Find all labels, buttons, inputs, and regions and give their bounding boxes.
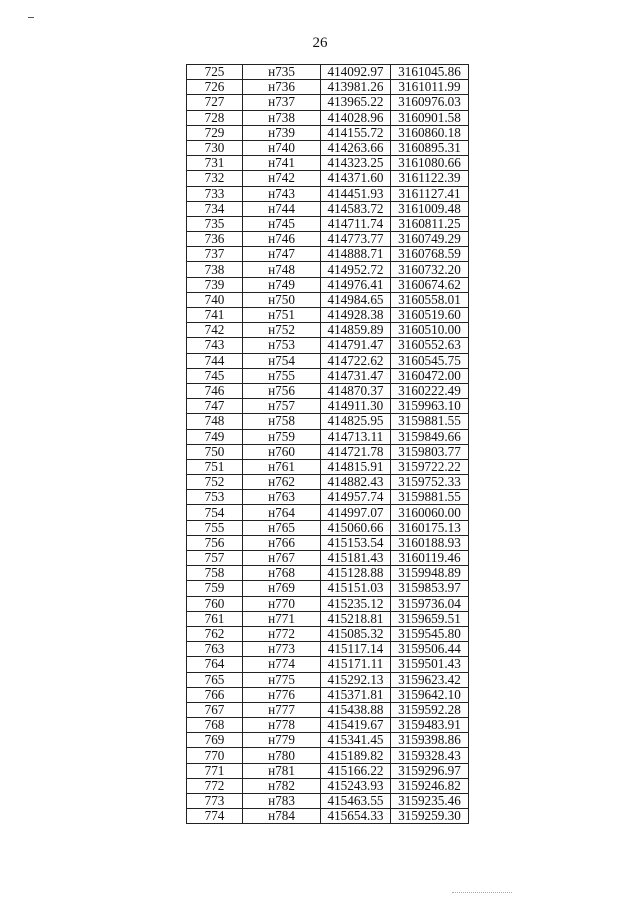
x-coordinate-cell: 414911.30 [321, 399, 391, 414]
row-number-cell: 772 [187, 778, 243, 793]
margin-dash-mark [28, 17, 34, 18]
point-id-cell: н748 [243, 262, 321, 277]
y-coordinate-cell: 3160860.18 [391, 125, 469, 140]
x-coordinate-cell: 415151.03 [321, 581, 391, 596]
table-row [187, 110, 469, 125]
x-coordinate-cell: 414371.60 [321, 171, 391, 186]
x-coordinate-cell: 414713.11 [321, 429, 391, 444]
y-coordinate-cell: 3159853.97 [391, 581, 469, 596]
x-coordinate-cell: 414825.95 [321, 414, 391, 429]
x-coordinate-cell: 414583.72 [321, 201, 391, 216]
table-row [187, 642, 469, 657]
table-row [187, 596, 469, 611]
table-row [187, 657, 469, 672]
y-coordinate-cell: 3160519.60 [391, 308, 469, 323]
x-coordinate-cell: 415189.82 [321, 748, 391, 763]
point-id-cell: н754 [243, 353, 321, 368]
row-number-cell: 770 [187, 748, 243, 763]
y-coordinate-cell: 3159483.91 [391, 718, 469, 733]
point-id-cell: н742 [243, 171, 321, 186]
coordinates-table-body [187, 65, 469, 824]
x-coordinate-cell: 414882.43 [321, 475, 391, 490]
point-id-cell: н746 [243, 232, 321, 247]
y-coordinate-cell: 3159736.04 [391, 596, 469, 611]
y-coordinate-cell: 3160545.75 [391, 353, 469, 368]
y-coordinate-cell: 3159545.80 [391, 626, 469, 641]
row-number-cell: 755 [187, 520, 243, 535]
x-coordinate-cell: 415085.32 [321, 626, 391, 641]
x-coordinate-cell: 415117.14 [321, 642, 391, 657]
table-row [187, 308, 469, 323]
point-id-cell: н762 [243, 475, 321, 490]
row-number-cell: 739 [187, 277, 243, 292]
table-row [187, 611, 469, 626]
y-coordinate-cell: 3160901.58 [391, 110, 469, 125]
point-id-cell: н755 [243, 368, 321, 383]
x-coordinate-cell: 414870.37 [321, 383, 391, 398]
table-row [187, 475, 469, 490]
y-coordinate-cell: 3159803.77 [391, 444, 469, 459]
table-row [187, 65, 469, 80]
row-number-cell: 774 [187, 809, 243, 824]
table-row [187, 505, 469, 520]
table-row [187, 323, 469, 338]
point-id-cell: н752 [243, 323, 321, 338]
x-coordinate-cell: 414711.74 [321, 216, 391, 231]
table-row [187, 459, 469, 474]
row-number-cell: 750 [187, 444, 243, 459]
x-coordinate-cell: 414263.66 [321, 140, 391, 155]
table-row [187, 626, 469, 641]
point-id-cell: н782 [243, 778, 321, 793]
x-coordinate-cell: 414791.47 [321, 338, 391, 353]
y-coordinate-cell: 3159623.42 [391, 672, 469, 687]
y-coordinate-cell: 3159501.43 [391, 657, 469, 672]
y-coordinate-cell: 3159849.66 [391, 429, 469, 444]
y-coordinate-cell: 3161122.39 [391, 171, 469, 186]
row-number-cell: 735 [187, 216, 243, 231]
table-row [187, 171, 469, 186]
y-coordinate-cell: 3159296.97 [391, 763, 469, 778]
table-row [187, 733, 469, 748]
table-row [187, 490, 469, 505]
y-coordinate-cell: 3160732.20 [391, 262, 469, 277]
row-number-cell: 730 [187, 140, 243, 155]
point-id-cell: н744 [243, 201, 321, 216]
x-coordinate-cell: 414028.96 [321, 110, 391, 125]
point-id-cell: н773 [243, 642, 321, 657]
x-coordinate-cell: 414722.62 [321, 353, 391, 368]
x-coordinate-cell: 414984.65 [321, 292, 391, 307]
point-id-cell: н743 [243, 186, 321, 201]
table-row [187, 672, 469, 687]
x-coordinate-cell: 415654.33 [321, 809, 391, 824]
point-id-cell: н740 [243, 140, 321, 155]
x-coordinate-cell: 414721.78 [321, 444, 391, 459]
x-coordinate-cell: 414928.38 [321, 308, 391, 323]
row-number-cell: 769 [187, 733, 243, 748]
x-coordinate-cell: 415419.67 [321, 718, 391, 733]
y-coordinate-cell: 3160188.93 [391, 535, 469, 550]
x-coordinate-cell: 414155.72 [321, 125, 391, 140]
x-coordinate-cell: 414731.47 [321, 368, 391, 383]
table-row [187, 95, 469, 110]
row-number-cell: 756 [187, 535, 243, 550]
x-coordinate-cell: 414451.93 [321, 186, 391, 201]
y-coordinate-cell: 3159592.28 [391, 702, 469, 717]
table-row [187, 247, 469, 262]
table-row [187, 80, 469, 95]
page-number: 26 [312, 35, 328, 51]
point-id-cell: н771 [243, 611, 321, 626]
row-number-cell: 760 [187, 596, 243, 611]
x-coordinate-cell: 414888.71 [321, 247, 391, 262]
row-number-cell: 733 [187, 186, 243, 201]
x-coordinate-cell: 414773.77 [321, 232, 391, 247]
row-number-cell: 766 [187, 687, 243, 702]
scan-artifact-dots [452, 892, 512, 894]
y-coordinate-cell: 3160222.49 [391, 383, 469, 398]
x-coordinate-cell: 415341.45 [321, 733, 391, 748]
y-coordinate-cell: 3159881.55 [391, 414, 469, 429]
x-coordinate-cell: 413981.26 [321, 80, 391, 95]
y-coordinate-cell: 3160119.46 [391, 551, 469, 566]
table-row [187, 353, 469, 368]
y-coordinate-cell: 3161011.99 [391, 80, 469, 95]
table-row [187, 520, 469, 535]
table-row [187, 687, 469, 702]
point-id-cell: н775 [243, 672, 321, 687]
x-coordinate-cell: 415153.54 [321, 535, 391, 550]
row-number-cell: 725 [187, 65, 243, 80]
row-number-cell: 745 [187, 368, 243, 383]
table-row [187, 414, 469, 429]
row-number-cell: 748 [187, 414, 243, 429]
table-row [187, 201, 469, 216]
table-row [187, 125, 469, 140]
table-row [187, 551, 469, 566]
y-coordinate-cell: 3160558.01 [391, 292, 469, 307]
table-row [187, 429, 469, 444]
point-id-cell: н738 [243, 110, 321, 125]
x-coordinate-cell: 413965.22 [321, 95, 391, 110]
table-row [187, 277, 469, 292]
y-coordinate-cell: 3159328.43 [391, 748, 469, 763]
row-number-cell: 732 [187, 171, 243, 186]
x-coordinate-cell: 414323.25 [321, 156, 391, 171]
y-coordinate-cell: 3159246.82 [391, 778, 469, 793]
y-coordinate-cell: 3159881.55 [391, 490, 469, 505]
point-id-cell: н757 [243, 399, 321, 414]
point-id-cell: н781 [243, 763, 321, 778]
x-coordinate-cell: 414952.72 [321, 262, 391, 277]
table-row [187, 140, 469, 155]
row-number-cell: 744 [187, 353, 243, 368]
table-row [187, 156, 469, 171]
y-coordinate-cell: 3160811.25 [391, 216, 469, 231]
point-id-cell: н753 [243, 338, 321, 353]
point-id-cell: н780 [243, 748, 321, 763]
table-row [187, 763, 469, 778]
x-coordinate-cell: 415060.66 [321, 520, 391, 535]
y-coordinate-cell: 3159506.44 [391, 642, 469, 657]
table-row [187, 262, 469, 277]
y-coordinate-cell: 3160768.59 [391, 247, 469, 262]
y-coordinate-cell: 3160060.00 [391, 505, 469, 520]
point-id-cell: н768 [243, 566, 321, 581]
row-number-cell: 747 [187, 399, 243, 414]
table-row [187, 383, 469, 398]
table-row [187, 216, 469, 231]
y-coordinate-cell: 3160895.31 [391, 140, 469, 155]
row-number-cell: 738 [187, 262, 243, 277]
x-coordinate-cell: 415463.55 [321, 794, 391, 809]
y-coordinate-cell: 3159259.30 [391, 809, 469, 824]
table-row [187, 292, 469, 307]
row-number-cell: 771 [187, 763, 243, 778]
x-coordinate-cell: 414815.91 [321, 459, 391, 474]
y-coordinate-cell: 3160175.13 [391, 520, 469, 535]
point-id-cell: н758 [243, 414, 321, 429]
row-number-cell: 763 [187, 642, 243, 657]
point-id-cell: н756 [243, 383, 321, 398]
y-coordinate-cell: 3159722.22 [391, 459, 469, 474]
x-coordinate-cell: 415218.81 [321, 611, 391, 626]
table-row [187, 338, 469, 353]
row-number-cell: 734 [187, 201, 243, 216]
row-number-cell: 754 [187, 505, 243, 520]
table-row [187, 581, 469, 596]
x-coordinate-cell: 414997.07 [321, 505, 391, 520]
point-id-cell: н776 [243, 687, 321, 702]
row-number-cell: 767 [187, 702, 243, 717]
point-id-cell: н747 [243, 247, 321, 262]
point-id-cell: н778 [243, 718, 321, 733]
y-coordinate-cell: 3159398.86 [391, 733, 469, 748]
row-number-cell: 731 [187, 156, 243, 171]
point-id-cell: н772 [243, 626, 321, 641]
table-row [187, 702, 469, 717]
point-id-cell: н779 [243, 733, 321, 748]
row-number-cell: 765 [187, 672, 243, 687]
point-id-cell: н766 [243, 535, 321, 550]
x-coordinate-cell: 415371.81 [321, 687, 391, 702]
row-number-cell: 727 [187, 95, 243, 110]
row-number-cell: 757 [187, 551, 243, 566]
point-id-cell: н777 [243, 702, 321, 717]
point-id-cell: н784 [243, 809, 321, 824]
table-row [187, 368, 469, 383]
y-coordinate-cell: 3160472.00 [391, 368, 469, 383]
row-number-cell: 743 [187, 338, 243, 353]
x-coordinate-cell: 415438.88 [321, 702, 391, 717]
y-coordinate-cell: 3160510.00 [391, 323, 469, 338]
y-coordinate-cell: 3159963.10 [391, 399, 469, 414]
row-number-cell: 740 [187, 292, 243, 307]
y-coordinate-cell: 3159948.89 [391, 566, 469, 581]
point-id-cell: н769 [243, 581, 321, 596]
table-row [187, 778, 469, 793]
row-number-cell: 736 [187, 232, 243, 247]
row-number-cell: 759 [187, 581, 243, 596]
row-number-cell: 752 [187, 475, 243, 490]
row-number-cell: 773 [187, 794, 243, 809]
row-number-cell: 758 [187, 566, 243, 581]
point-id-cell: н751 [243, 308, 321, 323]
point-id-cell: н737 [243, 95, 321, 110]
x-coordinate-cell: 415235.12 [321, 596, 391, 611]
table-row [187, 718, 469, 733]
table-row [187, 566, 469, 581]
row-number-cell: 741 [187, 308, 243, 323]
row-number-cell: 742 [187, 323, 243, 338]
point-id-cell: н763 [243, 490, 321, 505]
y-coordinate-cell: 3159659.51 [391, 611, 469, 626]
point-id-cell: н760 [243, 444, 321, 459]
x-coordinate-cell: 415292.13 [321, 672, 391, 687]
y-coordinate-cell: 3161045.86 [391, 65, 469, 80]
y-coordinate-cell: 3161127.41 [391, 186, 469, 201]
row-number-cell: 751 [187, 459, 243, 474]
table-row [187, 748, 469, 763]
row-number-cell: 749 [187, 429, 243, 444]
row-number-cell: 764 [187, 657, 243, 672]
table-row [187, 535, 469, 550]
point-id-cell: н770 [243, 596, 321, 611]
y-coordinate-cell: 3159235.46 [391, 794, 469, 809]
y-coordinate-cell: 3159752.33 [391, 475, 469, 490]
row-number-cell: 768 [187, 718, 243, 733]
table-row [187, 232, 469, 247]
table-row [187, 809, 469, 824]
row-number-cell: 753 [187, 490, 243, 505]
row-number-cell: 762 [187, 626, 243, 641]
row-number-cell: 737 [187, 247, 243, 262]
row-number-cell: 729 [187, 125, 243, 140]
x-coordinate-cell: 414859.89 [321, 323, 391, 338]
row-number-cell: 726 [187, 80, 243, 95]
point-id-cell: н764 [243, 505, 321, 520]
point-id-cell: н739 [243, 125, 321, 140]
y-coordinate-cell: 3160976.03 [391, 95, 469, 110]
point-id-cell: н767 [243, 551, 321, 566]
y-coordinate-cell: 3160552.63 [391, 338, 469, 353]
x-coordinate-cell: 414976.41 [321, 277, 391, 292]
x-coordinate-cell: 415171.11 [321, 657, 391, 672]
point-id-cell: н741 [243, 156, 321, 171]
x-coordinate-cell: 415128.88 [321, 566, 391, 581]
point-id-cell: н783 [243, 794, 321, 809]
table-row [187, 186, 469, 201]
row-number-cell: 761 [187, 611, 243, 626]
point-id-cell: н735 [243, 65, 321, 80]
coordinates-table [186, 64, 469, 824]
point-id-cell: н759 [243, 429, 321, 444]
x-coordinate-cell: 414957.74 [321, 490, 391, 505]
point-id-cell: н749 [243, 277, 321, 292]
table-row [187, 444, 469, 459]
point-id-cell: н745 [243, 216, 321, 231]
point-id-cell: н736 [243, 80, 321, 95]
point-id-cell: н774 [243, 657, 321, 672]
row-number-cell: 728 [187, 110, 243, 125]
x-coordinate-cell: 415166.22 [321, 763, 391, 778]
y-coordinate-cell: 3160674.62 [391, 277, 469, 292]
point-id-cell: н765 [243, 520, 321, 535]
y-coordinate-cell: 3159642.10 [391, 687, 469, 702]
point-id-cell: н761 [243, 459, 321, 474]
table-row [187, 399, 469, 414]
x-coordinate-cell: 414092.97 [321, 65, 391, 80]
y-coordinate-cell: 3160749.29 [391, 232, 469, 247]
y-coordinate-cell: 3161080.66 [391, 156, 469, 171]
row-number-cell: 746 [187, 383, 243, 398]
table-row [187, 794, 469, 809]
point-id-cell: н750 [243, 292, 321, 307]
x-coordinate-cell: 415243.93 [321, 778, 391, 793]
y-coordinate-cell: 3161009.48 [391, 201, 469, 216]
x-coordinate-cell: 415181.43 [321, 551, 391, 566]
